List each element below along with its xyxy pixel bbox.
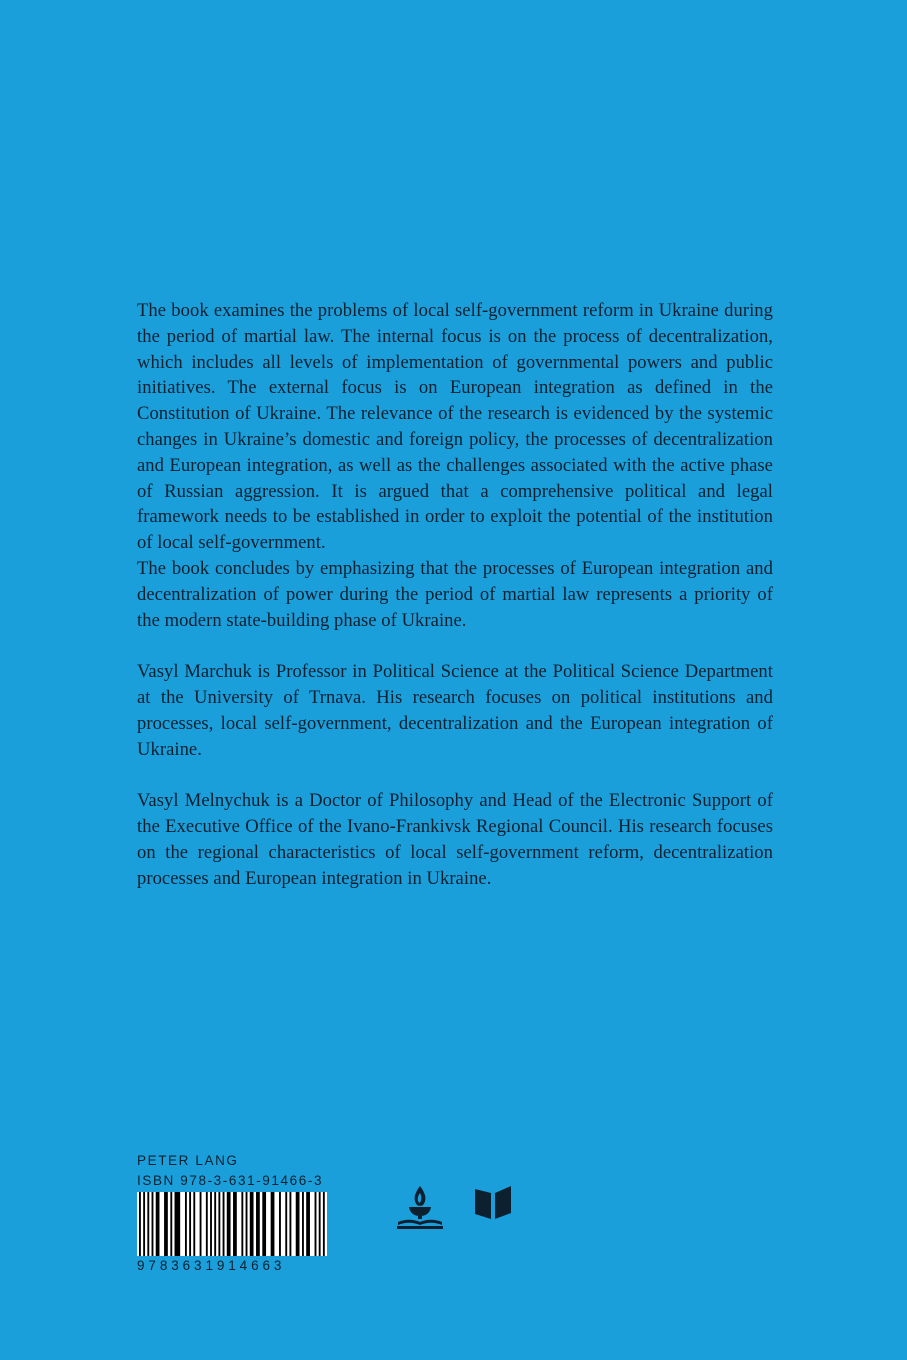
barcode-bar bbox=[302, 1192, 304, 1256]
barcode-bar bbox=[164, 1192, 168, 1256]
barcode-bar bbox=[218, 1192, 220, 1256]
barcode-bar bbox=[139, 1192, 141, 1256]
barcode-bar bbox=[319, 1192, 321, 1256]
barcode-bar bbox=[193, 1192, 195, 1256]
barcode-bar bbox=[175, 1192, 181, 1256]
barcode-bar bbox=[152, 1192, 154, 1256]
barcode-bar bbox=[185, 1192, 187, 1256]
isbn-text: ISBN 978-3-631-91466-3 bbox=[137, 1173, 324, 1188]
barcode-bar bbox=[156, 1192, 160, 1256]
barcode-bar bbox=[256, 1192, 260, 1256]
back-cover-blurb bbox=[137, 298, 773, 891]
barcode-bar bbox=[206, 1192, 208, 1256]
barcode-bar bbox=[233, 1192, 237, 1256]
barcode-bar bbox=[246, 1192, 248, 1256]
barcode-bar bbox=[315, 1192, 317, 1256]
barcode-bar bbox=[289, 1192, 291, 1256]
barcode-bar bbox=[143, 1192, 145, 1256]
barcode-bar bbox=[170, 1192, 172, 1256]
summary-paragraph-1: The book examines the problems of local self-government reform in Ukraine during the period of martial law. The internal focus is on the process of decentralization, which includes all levels of implementation of governmental powers and public initiatives. The external focus is on European integration as defined in the Constitution of Ukraine. The relevance of the research is evidenced by the systemic changes in Ukraine’s domestic and foreign policy, the processes of decentralization and European integration, as well as the challenges associated with the active phase of Russian aggression. It is argued that a comprehensive political and legal framework needs to be established in order to exploit the potential of the institution of local self-government. bbox=[137, 300, 773, 554]
barcode-bar bbox=[200, 1192, 202, 1256]
author-bio-melnychuk: Vasyl Melnychuk is a Doctor of Philosophy and Head of the Electronic Support of the Executive Office of the Ivano-Frankivsk Regional Council. His research focuses on the regional characteristics of local self-government reform, decentralization processes and European integration in Ukraine. bbox=[137, 790, 773, 889]
barcode-bar bbox=[147, 1192, 149, 1256]
barcode-bar bbox=[279, 1192, 281, 1256]
barcode-bar bbox=[250, 1192, 254, 1256]
barcode-bar bbox=[285, 1192, 287, 1256]
barcode-bar bbox=[306, 1192, 310, 1256]
publisher-name: PETER LANG bbox=[137, 1153, 239, 1168]
barcode-bars-icon bbox=[137, 1192, 327, 1256]
barcode-bar bbox=[189, 1192, 191, 1256]
author-bio-marchuk: Vasyl Marchuk is Professor in Political Science at the Political Science Department at the University of Trnava. His research focuses on political institutions and processes, local self-government, decentralization and the European integration of Ukraine. bbox=[137, 661, 773, 760]
barcode-bar bbox=[296, 1192, 300, 1256]
barcode-bar bbox=[271, 1192, 275, 1256]
open-book-logo-icon bbox=[474, 1186, 512, 1225]
barcode-bar bbox=[214, 1192, 216, 1256]
barcode-digits: 9783631914663 bbox=[137, 1258, 286, 1273]
barcode-bar bbox=[223, 1192, 225, 1256]
barcode-bar bbox=[227, 1192, 231, 1256]
summary-paragraph-2: The book concludes by emphasizing that the processes of European integration and decentralization of power during the period of martial law represents a priority of the modern state-building phase of Ukraine. bbox=[137, 557, 773, 631]
barcode-bar bbox=[241, 1192, 243, 1256]
barcode-bar bbox=[262, 1192, 266, 1256]
barcode-bar bbox=[323, 1192, 325, 1256]
imprint-block bbox=[137, 1151, 323, 1191]
barcode-bar bbox=[210, 1192, 212, 1256]
isbn-barcode bbox=[137, 1192, 327, 1256]
lamp-on-book-logo-icon bbox=[395, 1184, 445, 1235]
